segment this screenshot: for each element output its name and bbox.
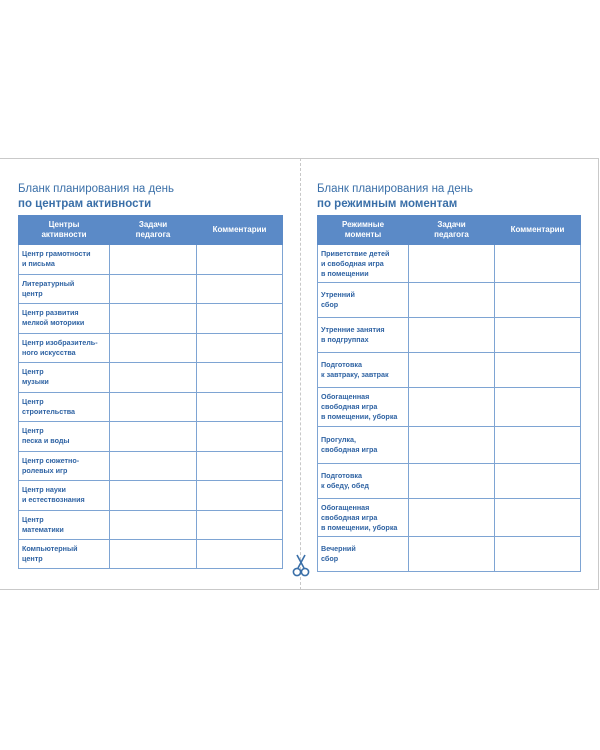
row-label-cell <box>318 283 409 318</box>
row-label: Центр развития мелкой моторики <box>22 308 85 328</box>
right-planning-table <box>317 215 581 572</box>
tasks-cell[interactable] <box>110 451 197 481</box>
row-label-cell <box>318 388 409 427</box>
table-row <box>19 422 283 452</box>
tasks-cell[interactable] <box>110 274 197 304</box>
scissors-icon <box>292 554 310 578</box>
tasks-cell[interactable] <box>409 537 495 572</box>
tasks-cell[interactable] <box>110 333 197 363</box>
table-row <box>318 245 581 283</box>
tasks-cell[interactable] <box>110 363 197 393</box>
table-row <box>19 392 283 422</box>
left-page <box>18 182 282 569</box>
table-header-row <box>19 216 283 245</box>
tasks-cell[interactable] <box>110 540 197 569</box>
tasks-cell[interactable] <box>110 245 197 275</box>
table-row <box>318 353 581 388</box>
comments-cell[interactable] <box>197 274 283 304</box>
header-centers: Центры активности <box>19 216 110 245</box>
row-label-cell <box>19 304 110 334</box>
row-label-cell <box>318 537 409 572</box>
table-row <box>318 464 581 499</box>
comments-cell[interactable] <box>197 245 283 275</box>
table-row <box>318 499 581 537</box>
row-label: Компьютерный центр <box>22 544 78 563</box>
left-planning-table <box>18 215 283 569</box>
tasks-cell[interactable] <box>409 427 495 464</box>
tasks-cell[interactable] <box>409 388 495 427</box>
row-label: Обогащенная свободная игра в помещении, уборка <box>321 392 398 421</box>
table-row <box>318 388 581 427</box>
right-title <box>317 182 580 212</box>
row-label: Подготовка к обеду, обед <box>321 471 369 490</box>
tasks-cell[interactable] <box>110 422 197 452</box>
table-row <box>19 333 283 363</box>
tasks-cell[interactable] <box>409 318 495 353</box>
row-label: Обогащенная свободная игра в помещении, уборка <box>321 502 398 532</box>
tasks-cell[interactable] <box>409 245 495 283</box>
table-header-row <box>318 216 581 245</box>
row-label-cell <box>19 333 110 363</box>
row-label-cell <box>318 464 409 499</box>
row-label: Центр строительства <box>22 396 76 416</box>
comments-cell[interactable] <box>495 427 581 464</box>
row-label-cell <box>19 392 110 422</box>
table-row <box>318 283 581 318</box>
left-title-line1: Бланк планирования на день <box>18 183 174 195</box>
table-row <box>19 245 283 275</box>
row-label-cell <box>318 499 409 537</box>
comments-cell[interactable] <box>495 353 581 388</box>
comments-cell[interactable] <box>197 451 283 481</box>
fold-line <box>300 158 301 590</box>
row-label-cell <box>318 353 409 388</box>
tasks-cell[interactable] <box>409 499 495 537</box>
comments-cell[interactable] <box>495 245 581 283</box>
row-label: Литературный центр <box>22 278 75 298</box>
row-label-cell <box>318 427 409 464</box>
comments-cell[interactable] <box>197 422 283 452</box>
table-row <box>318 427 581 464</box>
row-label: Утренний сбор <box>321 290 355 309</box>
table-row <box>19 274 283 304</box>
row-label: Приветствие детей и свободная игра в помещении <box>321 248 390 278</box>
table-row <box>19 481 283 511</box>
row-label: Центр грамотности и письма <box>22 249 91 269</box>
tasks-cell[interactable] <box>409 464 495 499</box>
tasks-cell[interactable] <box>110 304 197 334</box>
row-label: Прогулка, свободная игра <box>321 435 378 454</box>
row-label-cell <box>19 540 110 569</box>
table-row <box>318 537 581 572</box>
header-comments: Комментарии <box>495 216 581 245</box>
row-label-cell <box>19 510 110 540</box>
left-title <box>18 182 282 212</box>
comments-cell[interactable] <box>495 318 581 353</box>
table-row <box>19 363 283 393</box>
table-row <box>19 510 283 540</box>
row-label-cell <box>19 451 110 481</box>
row-label: Центр математики <box>22 514 64 534</box>
row-label-cell <box>19 363 110 393</box>
row-label: Центр музыки <box>22 367 49 387</box>
tasks-cell[interactable] <box>110 392 197 422</box>
comments-cell[interactable] <box>197 510 283 540</box>
header-tasks: Задачи педагога <box>110 216 197 245</box>
comments-cell[interactable] <box>495 283 581 318</box>
table-row <box>19 451 283 481</box>
tasks-cell[interactable] <box>409 353 495 388</box>
table-row <box>318 318 581 353</box>
row-label: Центр сюжетно- ролевых игр <box>22 455 80 475</box>
tasks-cell[interactable] <box>110 510 197 540</box>
row-label: Центр изобразитель- ного искусства <box>22 337 98 357</box>
comments-cell[interactable] <box>495 388 581 427</box>
row-label-cell <box>19 274 110 304</box>
tasks-cell[interactable] <box>110 481 197 511</box>
comments-cell[interactable] <box>197 540 283 569</box>
row-label: Центр науки и естествознания <box>22 485 85 505</box>
header-tasks: Задачи педагога <box>409 216 495 245</box>
row-label: Утренние занятия в подгруппах <box>321 325 385 344</box>
comments-cell[interactable] <box>197 333 283 363</box>
row-label-cell <box>318 245 409 283</box>
comments-cell[interactable] <box>197 363 283 393</box>
tasks-cell[interactable] <box>409 283 495 318</box>
comments-cell[interactable] <box>197 304 283 334</box>
comments-cell[interactable] <box>495 464 581 499</box>
row-label-cell <box>19 422 110 452</box>
comments-cell[interactable] <box>197 481 283 511</box>
comments-cell[interactable] <box>495 499 581 537</box>
table-row <box>19 540 283 569</box>
comments-cell[interactable] <box>495 537 581 572</box>
header-moments: Режимные моменты <box>318 216 409 245</box>
header-comments: Комментарии <box>197 216 283 245</box>
table-row <box>19 304 283 334</box>
right-title-line2: по режимным моментам <box>317 198 458 210</box>
row-label: Вечерний сбор <box>321 544 356 563</box>
row-label: Центр песка и воды <box>22 426 70 446</box>
left-title-line2: по центрам активности <box>18 198 152 210</box>
row-label-cell <box>318 318 409 353</box>
row-label: Подготовка к завтраку, завтрак <box>321 360 389 379</box>
right-title-line1: Бланк планирования на день <box>317 183 473 195</box>
comments-cell[interactable] <box>197 392 283 422</box>
row-label-cell <box>19 245 110 275</box>
right-page <box>317 182 580 572</box>
row-label-cell <box>19 481 110 511</box>
